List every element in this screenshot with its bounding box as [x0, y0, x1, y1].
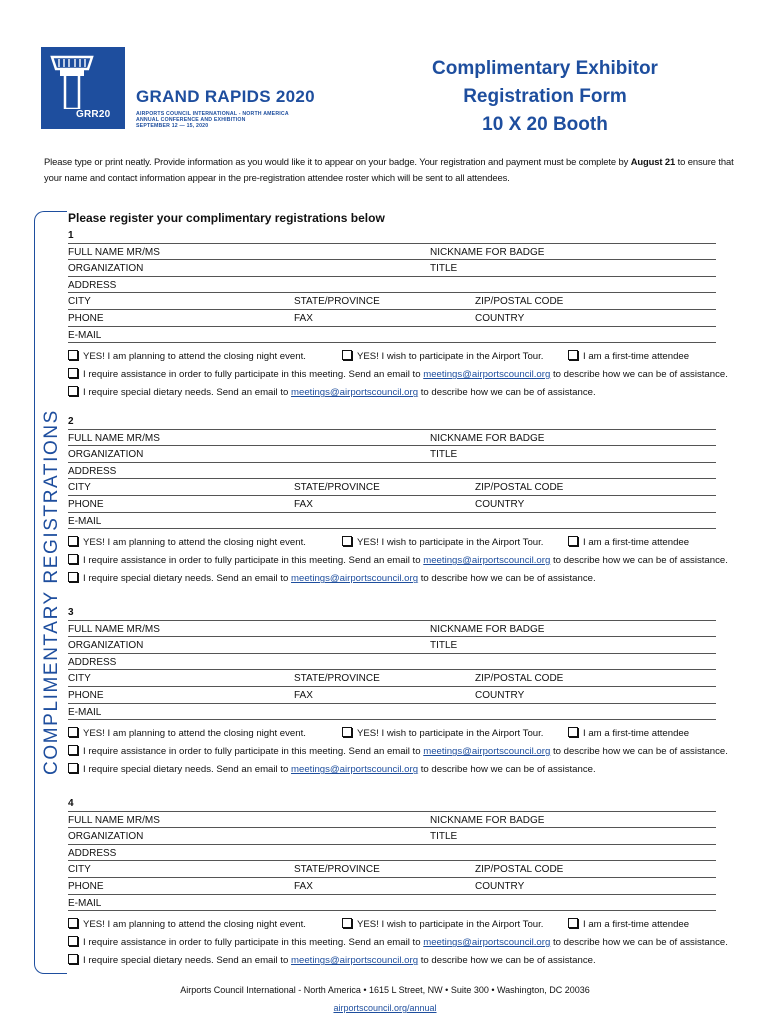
email-field[interactable]	[68, 704, 716, 721]
checkbox[interactable]	[342, 727, 352, 737]
registration-number: 2	[68, 416, 74, 427]
dietary-option[interactable]	[68, 954, 596, 966]
email-field[interactable]	[68, 327, 716, 344]
field-label: ADDRESS	[68, 279, 117, 291]
intro-text	[44, 154, 734, 186]
registration-block	[68, 604, 728, 782]
phone-field[interactable]	[68, 496, 716, 513]
intro-part: Please type or print neatly. Provide information as you would like it to appear on your badge. Your registration and payment must be complete by	[44, 156, 631, 167]
option-label: I am a first-time attendee	[583, 919, 690, 931]
airport-tour-option[interactable]	[342, 350, 543, 362]
checkbox[interactable]	[568, 536, 578, 546]
field-label: CITY	[68, 296, 91, 308]
field-label: TITLE	[430, 831, 458, 843]
field-label: FULL NAME MR/MS	[68, 814, 160, 826]
checkbox[interactable]	[68, 763, 78, 773]
closing-night-option[interactable]	[68, 918, 306, 930]
field-label: FAX	[294, 312, 313, 324]
option-label: to describe how we can be of assistance.	[550, 937, 728, 949]
option-label: I am a first-time attendee	[583, 537, 690, 549]
city-field[interactable]	[68, 670, 716, 687]
checkbox[interactable]	[342, 918, 352, 928]
field-label: ZIP/POSTAL CODE	[475, 482, 564, 494]
field-label: COUNTRY	[475, 312, 525, 324]
checkbox[interactable]	[68, 918, 78, 928]
brand-subtitle	[136, 111, 289, 129]
option-label: I require special dietary needs. Send an email to	[83, 955, 291, 967]
sidebar-label: COMPLIMENTARY REGISTRATIONS	[41, 409, 62, 775]
option-label: YES! I wish to participate in the Airport Tour.	[357, 537, 544, 549]
checkbox[interactable]	[568, 918, 578, 928]
registration-number-row	[68, 227, 716, 244]
checkbox[interactable]	[342, 350, 352, 360]
registration-block	[68, 795, 728, 973]
option-label: YES! I wish to participate in the Airport Tour.	[357, 919, 544, 931]
dietary-option[interactable]	[68, 386, 596, 398]
option-label: I require special dietary needs. Send an email to	[83, 387, 291, 399]
address-field[interactable]	[68, 845, 716, 862]
field-label: E-MAIL	[68, 329, 102, 341]
checkbox[interactable]	[68, 936, 78, 946]
field-label: ADDRESS	[68, 465, 117, 477]
registration-number-row	[68, 413, 716, 430]
checkbox[interactable]	[568, 350, 578, 360]
checkbox[interactable]	[68, 727, 78, 737]
option-label: I require assistance in order to fully participate in this meeting. Send an email to	[83, 369, 424, 381]
brand-sub-line: SEPTEMBER 12 — 15, 2020	[136, 123, 209, 129]
field-label: FAX	[294, 498, 313, 510]
field-label: CITY	[68, 864, 91, 876]
registration-number-row	[68, 604, 716, 621]
option-label: I require special dietary needs. Send an email to	[83, 764, 291, 776]
registration-number: 4	[68, 798, 74, 809]
field-label: ORGANIZATION	[68, 263, 144, 275]
conference-logo	[41, 47, 125, 129]
field-label: ORGANIZATION	[68, 831, 144, 843]
option-label: I am a first-time attendee	[583, 351, 690, 363]
organization-field[interactable]	[68, 828, 716, 845]
assistance-option[interactable]	[68, 368, 728, 380]
email-link[interactable]: meetings@airportscouncil.org	[291, 764, 419, 776]
field-label: E-MAIL	[68, 897, 102, 909]
field-label: CITY	[68, 482, 91, 494]
full-name-field[interactable]	[68, 621, 716, 638]
first-time-option[interactable]	[568, 350, 689, 362]
organization-field[interactable]	[68, 260, 716, 277]
form-title-line: Registration Form	[463, 86, 627, 107]
dietary-option[interactable]	[68, 572, 596, 584]
field-label: COUNTRY	[475, 880, 525, 892]
city-field[interactable]	[68, 861, 716, 878]
registration-number: 1	[68, 230, 74, 241]
field-label: ZIP/POSTAL CODE	[475, 864, 564, 876]
first-time-option[interactable]	[568, 727, 689, 739]
option-label: I require assistance in order to fully participate in this meeting. Send an email to	[83, 555, 424, 567]
airport-tour-option[interactable]	[342, 727, 543, 739]
checkbox[interactable]	[68, 572, 78, 582]
field-label: NICKNAME FOR BADGE	[430, 246, 545, 258]
footer-url[interactable]: airportscouncil.org/annual	[333, 1003, 437, 1013]
form-title-line: 10 X 20 Booth	[482, 114, 608, 135]
field-label: ZIP/POSTAL CODE	[475, 673, 564, 685]
option-label: to describe how we can be of assistance.	[418, 573, 596, 585]
option-label: YES! I wish to participate in the Airport Tour.	[357, 728, 544, 740]
option-label: YES! I am planning to attend the closing night event.	[83, 919, 306, 931]
footer-link-row	[0, 1003, 770, 1013]
address-field[interactable]	[68, 654, 716, 671]
section-heading: Please register your complimentary registrations below	[68, 211, 385, 225]
email-link[interactable]: meetings@airportscouncil.org	[423, 937, 551, 949]
option-label: to describe how we can be of assistance.	[550, 555, 728, 567]
brand-sub-line: AIRPORTS COUNCIL INTERNATIONAL - NORTH AMERICA	[136, 111, 289, 117]
field-label: TITLE	[430, 640, 458, 652]
field-label: PHONE	[68, 880, 104, 892]
field-label: TITLE	[430, 263, 458, 275]
option-label: YES! I am planning to attend the closing night event.	[83, 537, 306, 549]
field-label: FULL NAME MR/MS	[68, 432, 160, 444]
form-title-line: Complimentary Exhibitor	[432, 58, 658, 79]
option-label: YES! I am planning to attend the closing night event.	[83, 728, 306, 740]
option-label: to describe how we can be of assistance.	[550, 746, 728, 758]
field-label: FULL NAME MR/MS	[68, 623, 160, 635]
email-link[interactable]: meetings@airportscouncil.org	[423, 555, 551, 567]
airport-tour-option[interactable]	[342, 536, 543, 548]
email-field[interactable]	[68, 513, 716, 530]
option-label: YES! I wish to participate in the Airport Tour.	[357, 351, 544, 363]
email-link[interactable]: meetings@airportscouncil.org	[423, 746, 551, 758]
city-field[interactable]	[68, 479, 716, 496]
field-label: ADDRESS	[68, 847, 117, 859]
option-label: I require special dietary needs. Send an email to	[83, 573, 291, 585]
options-group	[68, 533, 728, 591]
field-label: NICKNAME FOR BADGE	[430, 814, 545, 826]
footer-address: Airports Council International - North America • 1615 L Street, NW • Suite 300 • Washington, DC 20036	[180, 985, 590, 995]
checkbox[interactable]	[68, 368, 78, 378]
option-label: YES! I am planning to attend the closing night event.	[83, 351, 306, 363]
registration-block	[68, 413, 728, 591]
field-label: ORGANIZATION	[68, 449, 144, 461]
option-label: to describe how we can be of assistance.	[418, 387, 596, 399]
logo-badge-text: GRR20	[76, 109, 111, 120]
closing-night-option[interactable]	[68, 350, 306, 362]
field-label: NICKNAME FOR BADGE	[430, 623, 545, 635]
dietary-option[interactable]	[68, 763, 596, 775]
organization-field[interactable]	[68, 446, 716, 463]
option-label: to describe how we can be of assistance.	[418, 955, 596, 967]
checkbox[interactable]	[68, 386, 78, 396]
field-label: COUNTRY	[475, 498, 525, 510]
assistance-option[interactable]	[68, 745, 728, 757]
field-label: E-MAIL	[68, 515, 102, 527]
brand-sub-line: ANNUAL CONFERENCE AND EXHIBITION	[136, 117, 246, 123]
option-label: to describe how we can be of assistance.	[418, 764, 596, 776]
first-time-option[interactable]	[568, 536, 689, 548]
checkbox[interactable]	[68, 350, 78, 360]
registration-block	[68, 227, 728, 405]
checkbox[interactable]	[68, 745, 78, 755]
checkbox[interactable]	[568, 727, 578, 737]
field-label: FAX	[294, 689, 313, 701]
field-label: STATE/PROVINCE	[294, 673, 380, 685]
email-field[interactable]	[68, 895, 716, 912]
full-name-field[interactable]	[68, 812, 716, 829]
form-title	[405, 55, 685, 139]
phone-field[interactable]	[68, 878, 716, 895]
options-group	[68, 724, 728, 782]
brand-title: GRAND RAPIDS 2020	[136, 87, 315, 106]
field-label: CITY	[68, 673, 91, 685]
field-label: FAX	[294, 880, 313, 892]
email-link[interactable]: meetings@airportscouncil.org	[423, 369, 551, 381]
option-label: I require assistance in order to fully participate in this meeting. Send an email to	[83, 746, 424, 758]
first-time-option[interactable]	[568, 918, 689, 930]
options-group	[68, 347, 728, 405]
intro-part: to ensure that your name and contact information appear in the pre-registration attendee roster which will be sent to all attendees.	[44, 156, 734, 183]
phone-field[interactable]	[68, 310, 716, 327]
registration-number-row	[68, 795, 716, 812]
field-label: FULL NAME MR/MS	[68, 246, 160, 258]
assistance-option[interactable]	[68, 554, 728, 566]
deadline: August 21	[630, 156, 676, 167]
option-label: to describe how we can be of assistance.	[550, 369, 728, 381]
checkbox[interactable]	[68, 536, 78, 546]
closing-night-option[interactable]	[68, 536, 306, 548]
airport-tour-option[interactable]	[342, 918, 543, 930]
address-field[interactable]	[68, 277, 716, 294]
email-link[interactable]: meetings@airportscouncil.org	[291, 387, 419, 399]
full-name-field[interactable]	[68, 430, 716, 447]
organization-field[interactable]	[68, 637, 716, 654]
address-field[interactable]	[68, 463, 716, 480]
assistance-option[interactable]	[68, 936, 728, 948]
email-link[interactable]: meetings@airportscouncil.org	[291, 955, 419, 967]
option-label: I require assistance in order to fully participate in this meeting. Send an email to	[83, 937, 424, 949]
field-label: PHONE	[68, 689, 104, 701]
email-link[interactable]: meetings@airportscouncil.org	[291, 573, 419, 585]
closing-night-option[interactable]	[68, 727, 306, 739]
option-label: I am a first-time attendee	[583, 728, 690, 740]
phone-field[interactable]	[68, 687, 716, 704]
field-label: ADDRESS	[68, 656, 117, 668]
checkbox[interactable]	[68, 954, 78, 964]
city-field[interactable]	[68, 293, 716, 310]
field-label: ZIP/POSTAL CODE	[475, 296, 564, 308]
checkbox[interactable]	[342, 536, 352, 546]
field-label: STATE/PROVINCE	[294, 864, 380, 876]
full-name-field[interactable]	[68, 244, 716, 261]
field-label: ORGANIZATION	[68, 640, 144, 652]
control-tower-icon	[47, 53, 97, 109]
field-label: PHONE	[68, 498, 104, 510]
checkbox[interactable]	[68, 554, 78, 564]
field-label: TITLE	[430, 449, 458, 461]
field-label: NICKNAME FOR BADGE	[430, 432, 545, 444]
field-label: STATE/PROVINCE	[294, 296, 380, 308]
field-label: E-MAIL	[68, 706, 102, 718]
field-label: PHONE	[68, 312, 104, 324]
field-label: COUNTRY	[475, 689, 525, 701]
registration-number: 3	[68, 607, 74, 618]
options-group	[68, 915, 728, 973]
field-label: STATE/PROVINCE	[294, 482, 380, 494]
